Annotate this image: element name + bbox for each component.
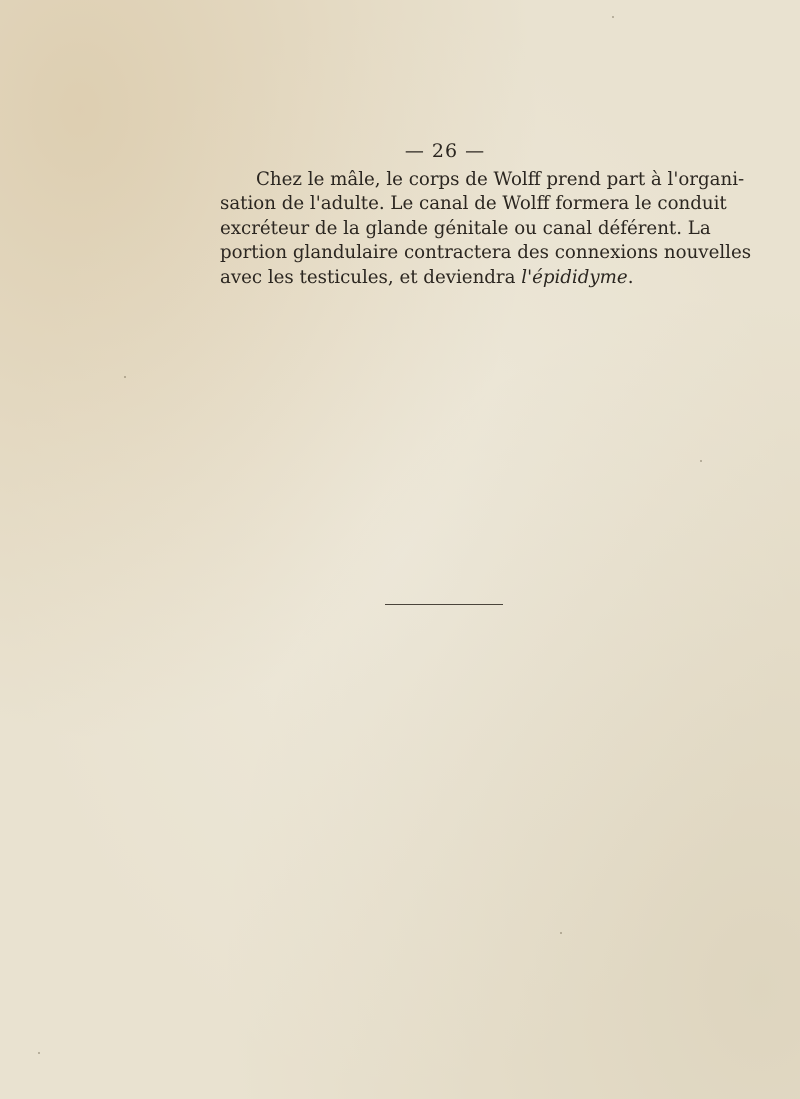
text-run: avec les testicules, et deviendra [220,266,522,288]
italic-term: l'épididyme [521,266,628,288]
section-divider [385,604,503,605]
text-line: Chez le mâle, le corps de Wolff prend part à l'organi- [256,169,745,190]
text-run: . [627,266,634,288]
body-paragraph [220,168,752,290]
paper-speck [612,16,614,18]
text-line: sation de l'adulte. Le canal de Wolff formera le conduit [220,193,727,215]
paper-speck [124,376,126,378]
paper-speck [700,460,702,462]
text-line: portion glandulaire contractera des connexions nouvelles [220,242,752,264]
page-number: — 26 — [404,140,486,162]
text-line-last [220,266,668,290]
paper-speck [560,932,562,934]
text-line: excréteur de la glande génitale ou canal déférent. La [220,217,711,239]
paper-speck [38,1052,40,1054]
